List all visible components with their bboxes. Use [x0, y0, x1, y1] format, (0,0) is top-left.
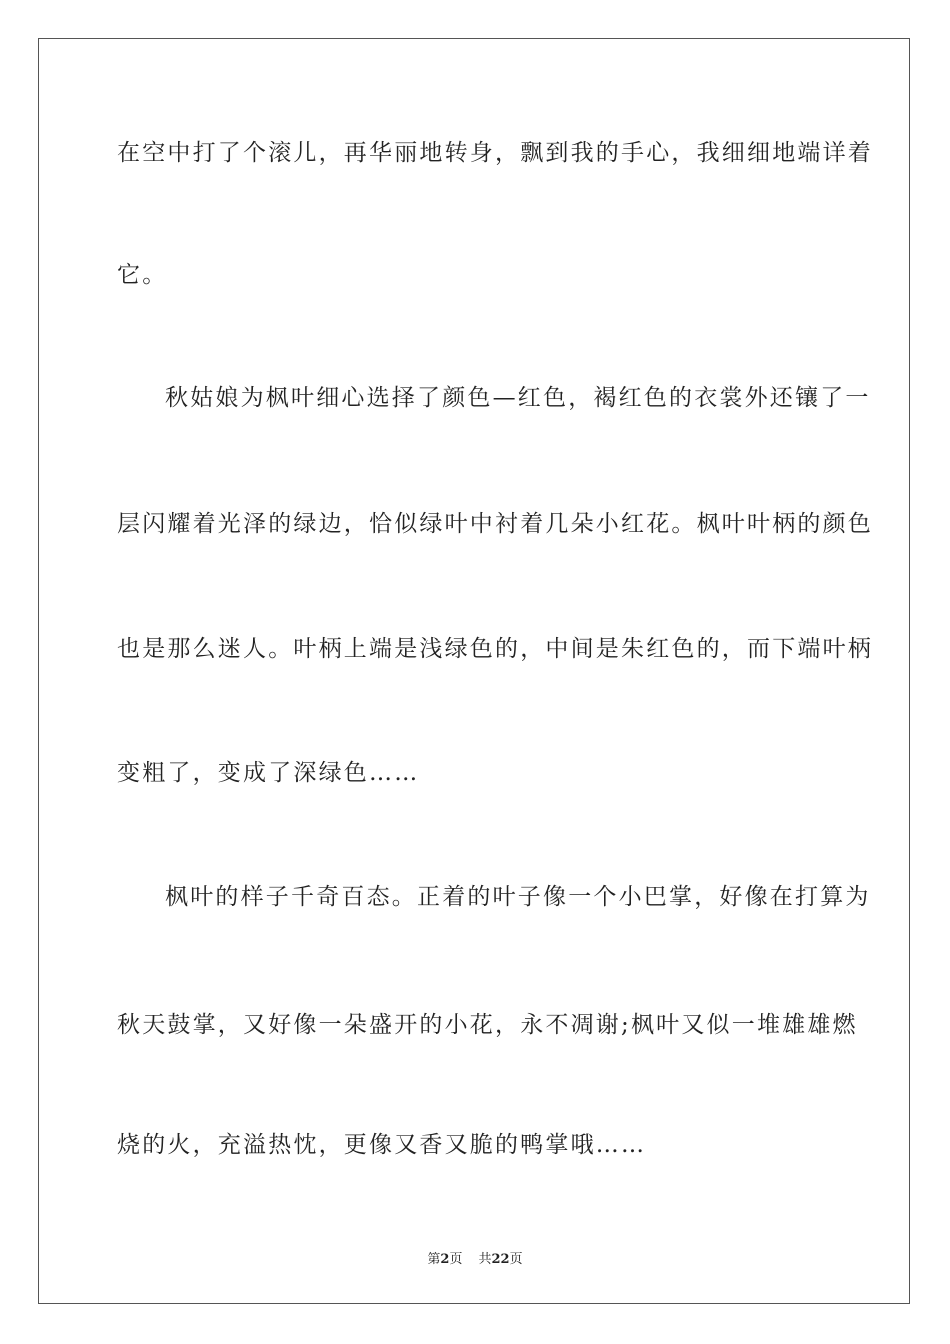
text-line: 变粗了，变成了深绿色……: [117, 760, 420, 786]
text-line: 层闪耀着光泽的绿边，恰似绿叶中衬着几朵小红花。枫叶叶柄的颜色: [117, 511, 873, 537]
text-line: 枫叶的样子千奇百态。正着的叶子像一个小巴掌，好像在打算为: [165, 884, 871, 910]
page-frame: [38, 38, 910, 1304]
text-line: 秋姑娘为枫叶细心选择了颜色—红色，褐红色的衣裳外还镶了一: [165, 385, 871, 411]
text-line: 在空中打了个滚儿，再华丽地转身，飘到我的手心，我细细地端详着: [117, 140, 873, 166]
total-pages: 22: [491, 1252, 510, 1267]
text-line: 烧的火，充溢热忱，更像又香又脆的鸭掌哦……: [117, 1132, 647, 1158]
total-suffix: 页: [509, 1252, 523, 1267]
page-footer: [0, 1248, 950, 1267]
page-suffix: 页: [449, 1252, 463, 1267]
page-prefix: 第: [427, 1252, 441, 1267]
total-prefix: 共: [478, 1252, 492, 1267]
text-line: 它。: [117, 262, 168, 288]
text-line: 也是那么迷人。叶柄上端是浅绿色的，中间是朱红色的，而下端叶柄: [117, 636, 873, 662]
text-line: 秋天鼓掌，又好像一朵盛开的小花，永不凋谢;枫叶又似一堆雄雄燃: [117, 1012, 858, 1038]
page-number: 2: [440, 1252, 450, 1267]
